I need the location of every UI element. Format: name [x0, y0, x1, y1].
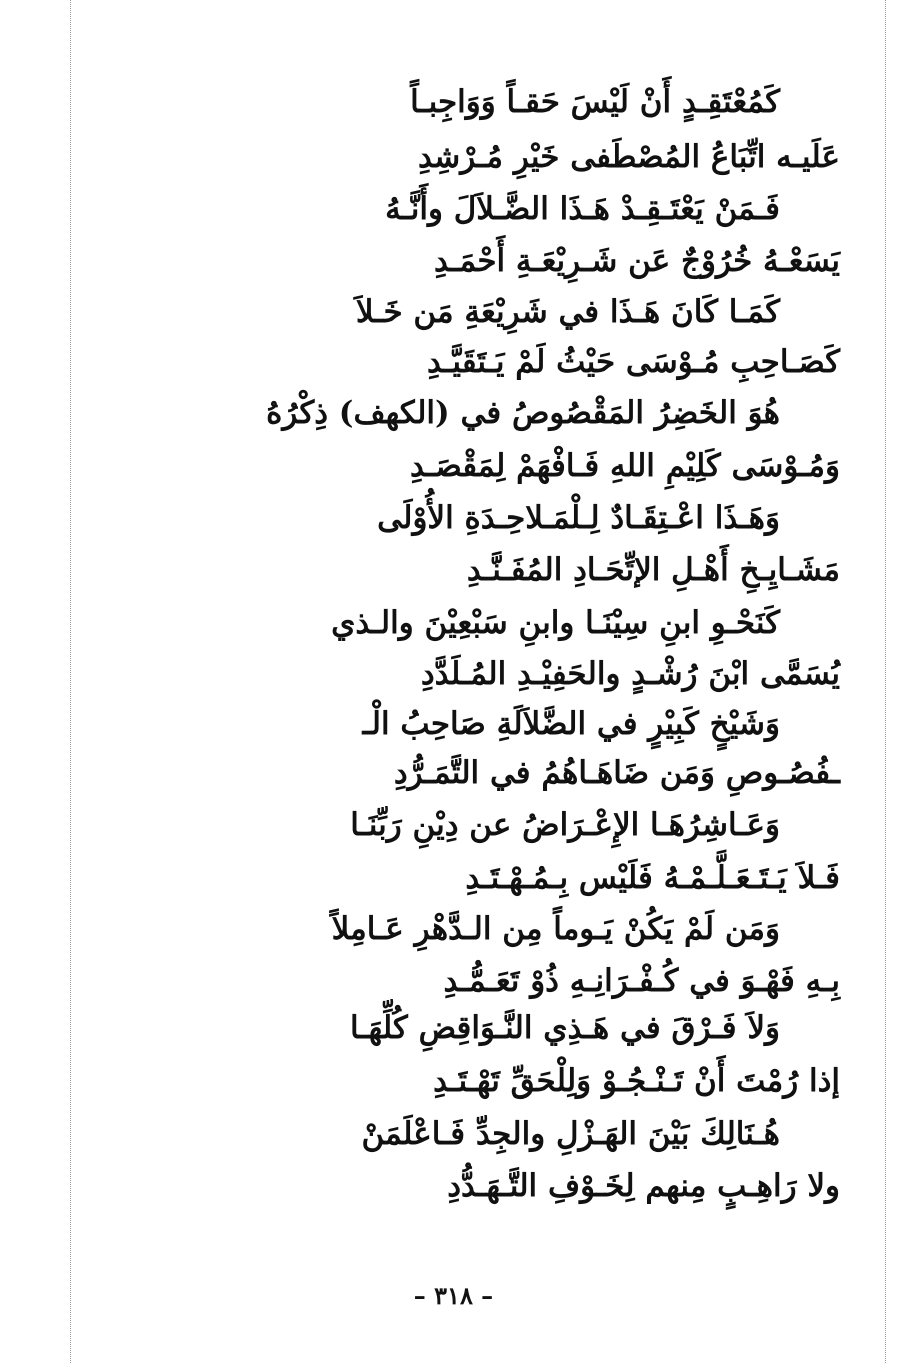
page-number: – ٣١٨ –: [413, 1281, 494, 1310]
right-dotted-guide: [885, 0, 886, 1363]
verse-line: فَـمَنْ يَعْتَـقِـدْ هَـذَا الضَّـلاَلَ وأَنَّـهُ: [385, 191, 780, 227]
verse-line: كَصَـاحِبِ مُـوْسَى حَيْثُ لَمْ يَـتَقَيَّـدِ: [427, 344, 840, 380]
verse-line: وَمُـوْسَى كَلِيْمِ اللهِ فَـافْهَمْ لِمَقْصَـدِ: [410, 448, 840, 484]
verse-line: عَلَيـه اتِّبَاعُ المُصْطَفى خَيْرِ مُـرْشِدِ: [418, 139, 840, 175]
verse-line: وَعَـاشِرُهَـا الإِعْـرَاضُ عن دِيْنِ رَبِّنَـا: [350, 807, 780, 843]
verse-line: هُـنَالِكَ بَيْنَ الهَـزْلِ والجِدِّ فَـاعْلَمَنْ: [361, 1116, 780, 1152]
verse-line: وَمَن لَمْ يَكُنْ يَـوماً مِن الـدَّهْرِ عَـامِلاً: [331, 911, 780, 947]
verse-line: كَمَـا كَانَ هَـذَا في شَرِيْعَةِ مَن خَـلاَ: [355, 294, 780, 330]
verse-line: يَسَعْـهُ خُرُوْجٌ عَن شَـرِيْعَـةِ أَحْمَـدِ: [434, 243, 840, 279]
verse-line: يُسَمَّى ابْنَ رُشْـدٍ والحَفِيْـدِ المُـلَدَّدِ: [420, 656, 840, 692]
verse-line: بِـهِ فَهْـوَ في كُـفْـرَانِـهِ ذُوْ تَعَـمُّـدِ: [443, 963, 840, 999]
verse-line: كَمُعْتَقِـدٍ أَنْ لَيْسَ حَقـاً وَوَاجِبـاً: [410, 84, 780, 120]
verse-line: مَشَـايِـخِ أَهْـلِ الإتِّحَـادِ المُفَـنَّـدِ: [466, 552, 840, 588]
verse-line: ـفُصُـوصِ وَمَن ضَاهَـاهُمُ في التَّمَـرُّدِ: [393, 755, 840, 791]
verse-line: ولا رَاهِـبٍ مِنهم لِخَـوْفِ التَّـهَـدُّدِ: [447, 1168, 840, 1204]
verse-line: إذا رُمْتَ أَنْ تَـنْـجُـوْ وَلِلْحَقِّ تَهْـتَـدِ: [433, 1063, 840, 1099]
verse-line: وَشَيْخٍ كَبِيْرٍ في الضَّلاَلَةِ صَاحِبُ الْـ: [362, 706, 780, 742]
verse-line: وَلاَ فَـرْقَ في هَـذِي النَّـوَاقِضِ كُلِّهَـا: [349, 1010, 780, 1046]
verse-line: هُوَ الخَضِرُ المَقْصُوصُ في (الكهف) ذِكْرُهُ: [266, 395, 780, 431]
verse-line: فَـلاَ يَـتَـعَـلَّـمْـهُ فَلَيْس بِـمُـهْـتَـدِ: [465, 860, 840, 896]
verse-line: كَنَحْـوِ ابنِ سِيْنَـا وابنِ سَبْعِيْنَ والـذي: [331, 605, 780, 641]
verse-line: وَهَـذَا اعْـتِقَـادٌ لِـلْمَـلاحِـدَةِ الأُوْلَى: [377, 500, 780, 536]
left-dotted-guide: [70, 0, 71, 1363]
